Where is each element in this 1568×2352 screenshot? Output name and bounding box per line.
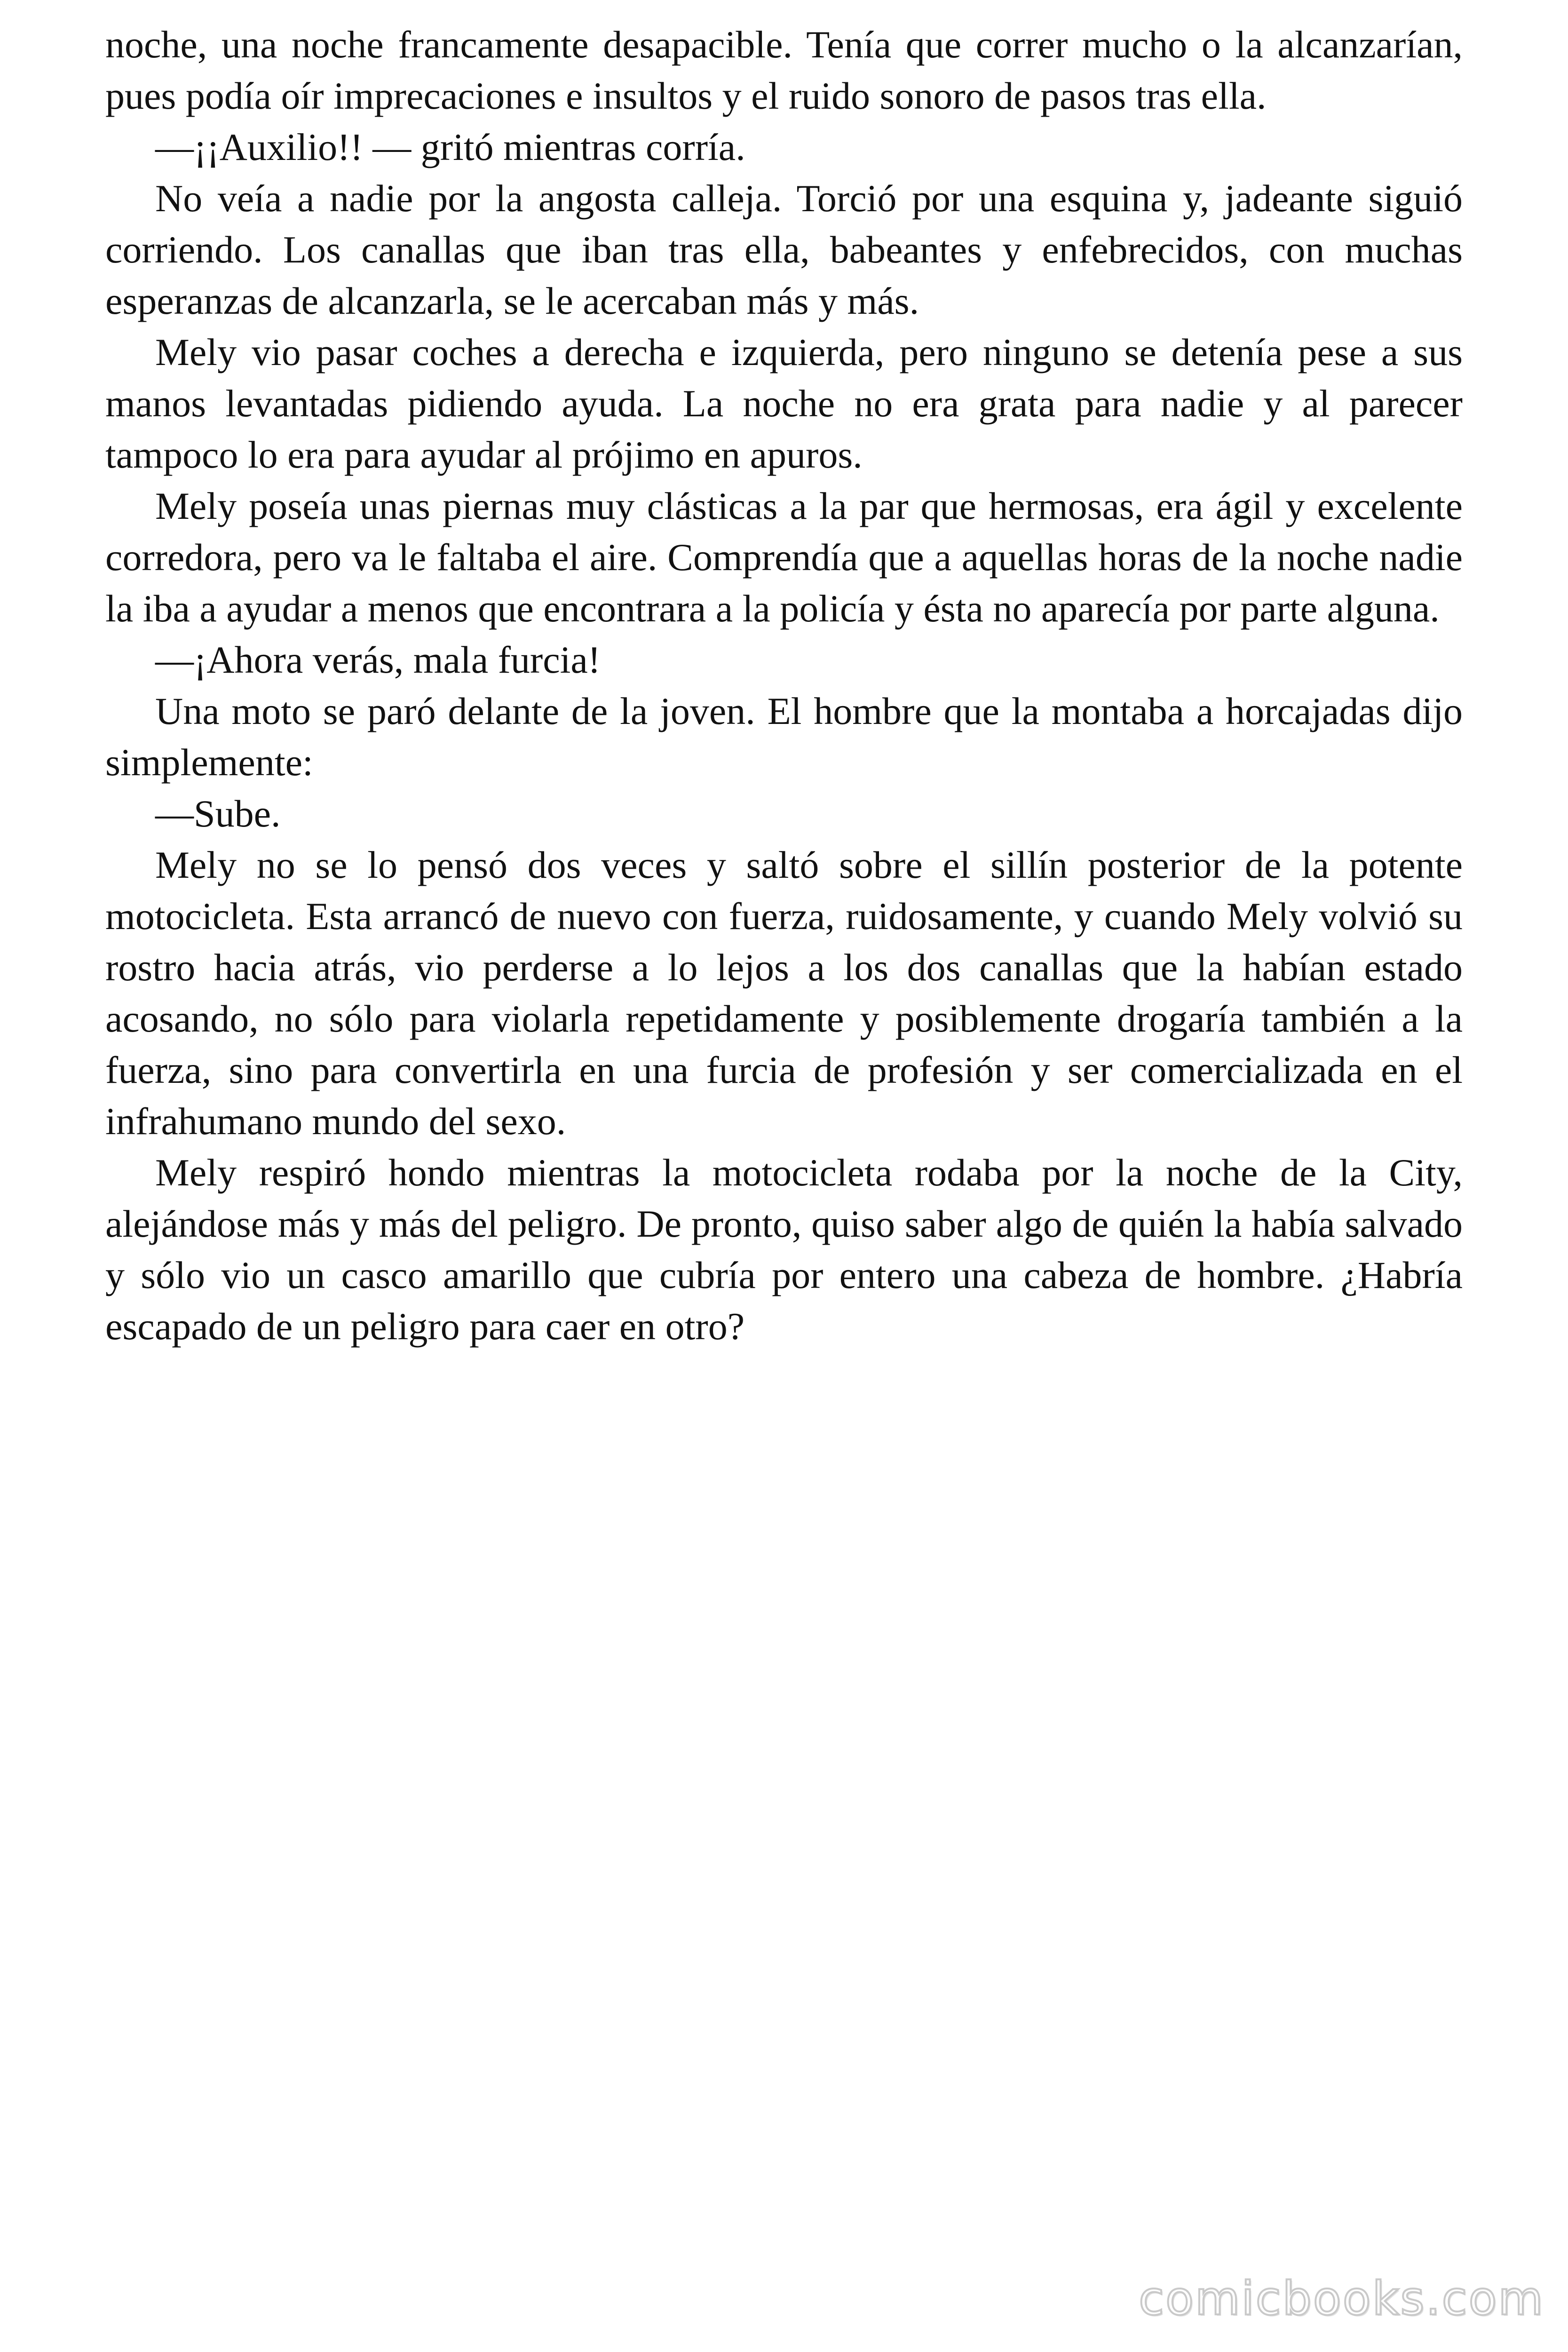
paragraph-4: Mely vio pasar coches a derecha e izquierda, pero ninguno se detenía pese a sus manos levantadas pidiendo ayuda. La noche no era grata para nadie y al parecer tampoco lo era para ayudar al prójimo en apuros. (105, 331, 1463, 476)
paragraph-3: No veía a nadie por la angosta calleja. Torció por una esquina y, jadeante siguió corriendo. Los canallas que iban tras ella, babeantes y enfebrecidos, con muchas esperanzas de alcanzarla, se le acercaban más y más. (105, 177, 1463, 322)
paragraph-7: Una moto se paró delante de la joven. El hombre que la montaba a horcajadas dijo simplemente: (105, 690, 1463, 784)
paragraph-9: Mely no se lo pensó dos veces y saltó sobre el sillín posterior de la potente motocicleta. Esta arrancó de nuevo con fuerza, ruidosamente, y cuando Mely volvió su rostro hacia atrás, vio perderse a lo lejos a los dos canallas que la habían estado acosando, no sólo para violarla repetidamente y posiblemente drogaría también a la fuerza, sino para convertirla en una furcia de profesión y ser comercializada en el infrahumano mundo del sexo. (105, 843, 1463, 1143)
paragraph-5: Mely poseía unas piernas muy clásticas a la par que hermosas, era ágil y excelente corredora, pero va le faltaba el aire. Comprendía que a aquellas horas de la noche nadie la iba a ayudar a menos que encontrara a la policía y ésta no aparecía por parte alguna. (105, 485, 1463, 630)
paragraph-1: noche, una noche francamente desapacible. Tenía que correr mucho o la alcanzarían, pues podía oír imprecaciones e insultos y el ruido sonoro de pasos tras ella. (105, 23, 1463, 117)
body-text (105, 19, 1463, 1352)
paragraph-10: Mely respiró hondo mientras la motocicleta rodaba por la noche de la City, alejándose más y más del peligro. De pronto, quiso saber algo de quién la había salvado y sólo vio un casco amarillo que cubría por entero una cabeza de hombre. ¿Habría escapado de un peligro para caer en otro? (105, 1151, 1463, 1348)
watermark-logo: comicbooks.com (1139, 2272, 1544, 2326)
paragraph-2-dialogue: —¡¡Auxilio!! — gritó mientras corría. (155, 126, 745, 168)
paragraph-8-dialogue: —Sube. (155, 792, 281, 835)
paragraph-6-dialogue: —¡Ahora verás, mala furcia! (155, 638, 601, 681)
